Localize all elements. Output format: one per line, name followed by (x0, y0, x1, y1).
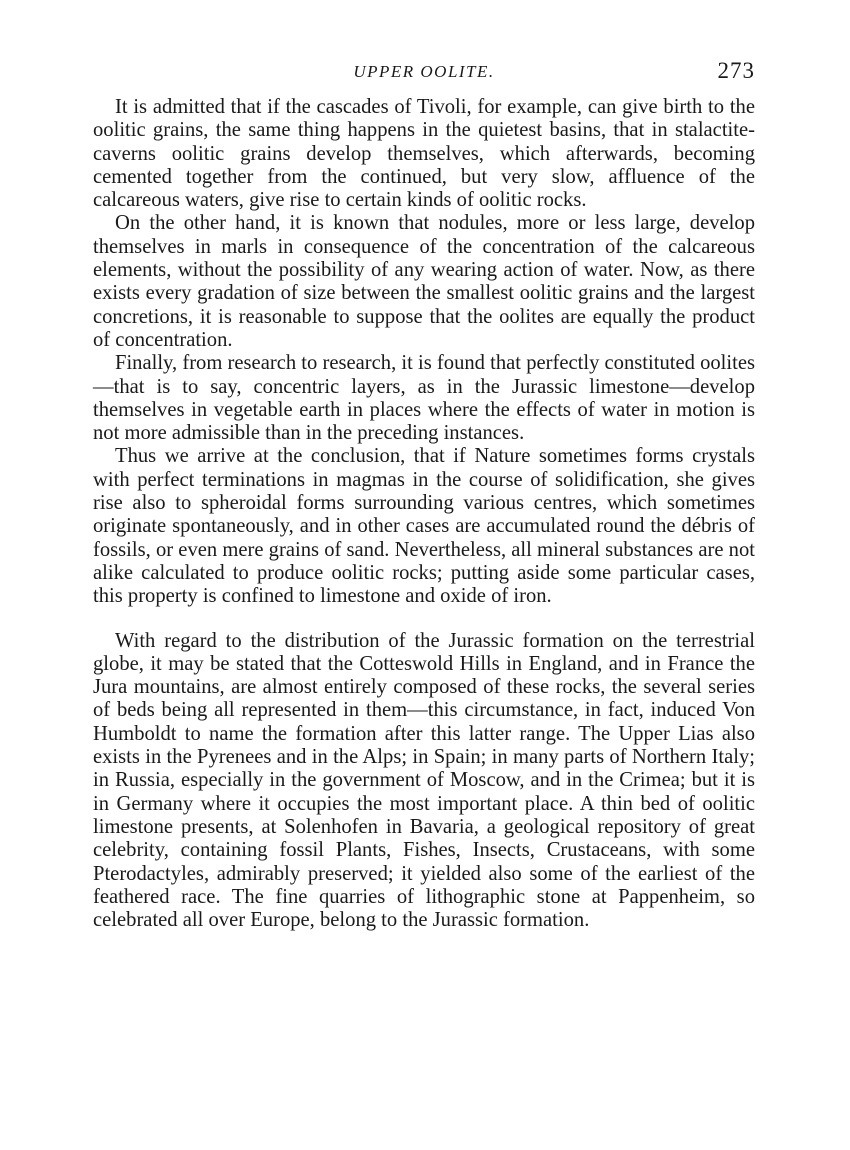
paragraph-tivoli-cascades: It is admitted that if the cascades of Tivoli, for example, can give birth to the oolitic grains, the same thing happens in the quietest basins, that in stalactite-caverns oolitic grains develop themselves, which afterwards, becoming cemented together from the continued, but very slow, affluence of the calcareous waters, give rise to certain kinds of oolitic rocks. (93, 96, 755, 212)
running-title: UPPER OOLITE. (353, 62, 495, 81)
paragraph-vegetable-earth-oolites: Finally, from research to research, it is found that perfectly constituted oolites—that is to say, concentric layers, as in the Jurassic limestone—develop themselves in vegetable earth in places where the effects of water in motion is not more admissible than in the preceding instances. (93, 352, 755, 445)
running-header (93, 52, 755, 96)
section-break (93, 609, 755, 630)
paragraph-conclusion-spheroidal-forms: Thus we arrive at the conclusion, that if Nature sometimes forms crystals with perfect terminations in magmas in the course of solidification, she gives rise also to spheroidal forms surrounding various centres, which sometimes originate spontaneously, and in other cases are accumulated round the débris of fossils, or even mere grains of sand. Nevertheless, all mineral substances are not alike calculated to produce oolitic rocks; putting aside some particular cases, this property is confined to limestone and oxide of iron. (93, 445, 755, 608)
body-text (93, 96, 755, 932)
paragraph-nodules-in-marls: On the other hand, it is known that nodules, more or less large, develop themselves in marls in consequence of the concentration of the calcareous elements, without the possibility of any wearing action of water. Now, as there exists every gradation of size between the smallest oolitic grains and the largest concretions, it is reasonable to suppose that the oolites are equally the product of concentration. (93, 212, 755, 351)
paragraph-jurassic-distribution: With regard to the distribution of the Jurassic formation on the terrestrial globe, it may be stated that the Cotteswold Hills in England, and in France the Jura mountains, are almost entirely composed of these rocks, the several series of beds being all represented in them—this circumstance, in fact, induced Von Humboldt to name the formation after this latter range. The Upper Lias also exists in the Pyrenees and in the Alps; in Spain; in many parts of Northern Italy; in Russia, especially in the government of Moscow, and in the Crimea; but it is in Germany where it occupies the most important place. A thin bed of oolitic limestone presents, at Solenhofen in Bavaria, a geological repository of great celebrity, containing fossil Plants, Fishes, Insects, Crustaceans, with some Pterodactyles, admirably preserved; it yielded also some of the earliest of the feathered race. The fine quarries of lithographic stone at Pappenheim, so celebrated all over Europe, belong to the Jurassic formation. (93, 629, 755, 932)
book-page (93, 52, 755, 932)
page-number: 273 (717, 58, 755, 83)
